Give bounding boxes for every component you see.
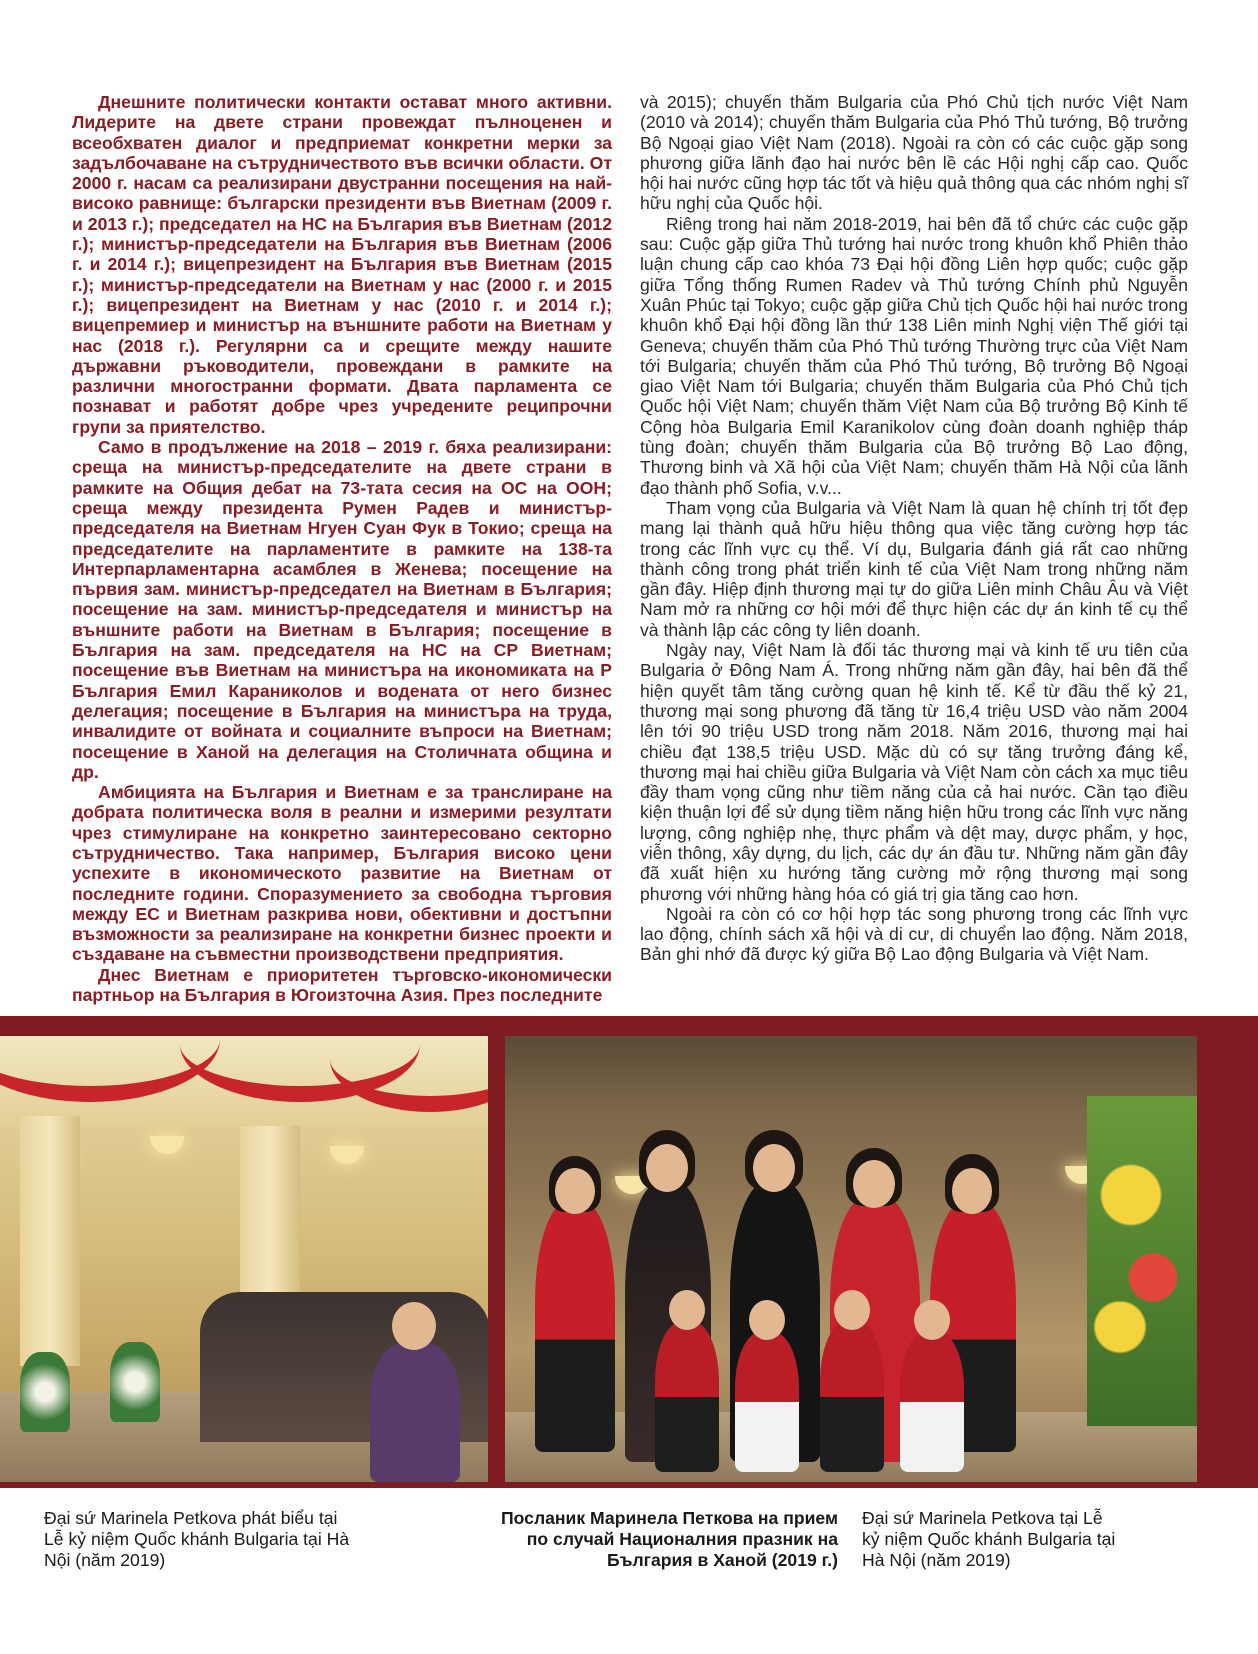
paragraph: Амбицията на България и Виетнам е за транслиране на добрата политическа воля в реални и измерими резултати чрез стимулиране на конкретно заинтересовано секторно сътрудничество. Така например, България високо цени успехите в икономическото развитие на Виетнам от последните години. Споразумението за свободна търговия между ЕС и Виетнам разкрива нови, обективни и достъпни възможности за реализиране на конкретни бизнес проекти и създаване на съвместни производствени предприятия. — [72, 782, 612, 965]
face — [853, 1160, 895, 1208]
guest-head — [392, 1302, 436, 1350]
pillar — [20, 1116, 80, 1366]
face — [952, 1168, 992, 1214]
child-face — [834, 1290, 870, 1330]
photo-caption-left: Đại sứ Marinela Petkova phát biểu tại Lễ kỷ niệm Quốc khánh Bulgaria tại Hà Nội (năm 2019) — [44, 1508, 350, 1570]
child-folk-costume — [655, 1322, 719, 1472]
flower-arrangement — [110, 1342, 160, 1422]
chandelier — [150, 1136, 184, 1154]
vietnamese-text-column — [640, 92, 1188, 965]
guest — [370, 1342, 460, 1482]
paragraph: Ngoài ra còn có cơ hội hợp tác song phương trong các lĩnh vực lao động, chính sách xã hội và di cư, di chuyển lao động. Năm 2018, Bản ghi nhớ đã được ký giữa Bộ Lao động Bulgaria và Việt Nam. — [640, 903, 1188, 965]
paragraph: Tham vọng của Bulgaria và Việt Nam là quan hệ chính trị tốt đẹp mang lại thành quả hữu hiệu thông qua việc tăng cường hợp tác trong các lĩnh vực cụ thể. Ví dụ, Bulgaria đánh giá rất cao những thành công trong phát triển kinh tế của Việt Nam trong những năm gần đây. Hiệp định thương mại tự do giữa Liên minh Châu Âu và Việt Nam mở ra những cơ hội mới để thực hiện các dự án kinh tế cụ thể và thành lập các công ty liên doanh. — [640, 497, 1188, 640]
child-folk-costume — [900, 1332, 964, 1472]
flower-stand — [1087, 1096, 1197, 1426]
chandelier — [330, 1146, 364, 1164]
paragraph: và 2015); chuyến thăm Bulgaria của Phó Chủ tịch nước Việt Nam (2010 và 2014); chuyến thăm Bulgaria của Phó Thủ tướng, Bộ trưởng Bộ Ngoại giao Việt Nam (2018). Ngoài ra còn có các cuộc gặp song phương giữa lãnh đạo hai nước bên lề các Hội nghị cấp cao. Quốc hội hai nước cũng hợp tác tốt và hiệu quả thông qua các nhóm nghị sĩ hữu nghị của Quốc hội. — [640, 92, 1188, 214]
paragraph: Ngày nay, Việt Nam là đối tác thương mại và kinh tế ưu tiên của Bulgaria ở Đông Nam Á. Trong những năm gần đây, hai bên đã thể hiện quyết tâm tăng cường quan hệ kinh tế. Kể từ đầu thế kỷ 21, thương mại song phương đã tăng từ 16,4 triệu USD vào năm 2004 lên tới 90 triệu USD trong năm 2018. Năm 2016, thương mại hai chiều đạt 138,5 triệu USD. Mặc dù có sự tăng trưởng đáng kể, thương mại hai chiều giữa Bulgaria và Việt Nam còn cách xa mục tiêu đầy tham vọng cũng như tiềm năng của cả hai nước. Cần tạo điều kiện thuận lợi để sử dụng tiềm năng hiện hữu trong các lĩnh vực năng lượng, công nghiệp nhẹ, thực phẩm và dệt may, dược phẩm, y học, viễn thông, xây dựng, du lịch, các dự án đầu tư. Những năm gần đây đã xuất hiện xu hướng tăng cường mở rộng thương mại song phương với những hàng hóa có giá trị gia tăng cao hơn. — [640, 640, 1188, 904]
flower-arrangement — [20, 1352, 70, 1432]
face — [555, 1168, 595, 1214]
woman-folk-costume — [535, 1202, 615, 1452]
child-folk-costume — [735, 1332, 799, 1472]
child-face — [914, 1300, 950, 1340]
photo-caption-middle: Посланик Маринела Петкова на прием по случай Националния празник на България в Ханой (2019 г.) — [501, 1508, 838, 1570]
reception-hall-photo — [0, 1036, 488, 1482]
bulgarian-text-column — [72, 92, 612, 1005]
ambassador-group-photo — [505, 1036, 1197, 1482]
child-folk-costume — [820, 1322, 884, 1472]
paragraph: Днешните политически контакти остават много активни. Лидерите на двете страни провеждат пълноценен и всеобхватен диалог и предприемат конкретни мерки за задълбочаване на сътрудничеството във всички области. От 2000 г. насам са реализирани двустранни посещения на най-високо равнище: български президенти във Виетнам (2009 г. и 2013 г.); председател на НС на България във Виетнам (2012 г.); министър-председатели на България във Виетнам (2006 г. и 2014 г.); вицепрезидент на България във Виетнам (2015 г.); министър-председатели на Виетнам у нас (2000 г. и 2015 г.); вицепрезидент на Виетнам у нас (2010 г. и 2014 г.); вицепремиер и министър на външните работи на Виетнам у нас (2018 г.). Регулярни са и срещите между нашите държавни ръководители, провеждани в рамките на различни многостранни формати. Двата парламента се познават и работят добре чрез учредените реципрочни групи за приятелство. — [72, 92, 612, 437]
paragraph: Riêng trong hai năm 2018-2019, hai bên đã tổ chức các cuộc gặp sau: Cuộc gặp giữa Thủ tướng hai nước trong khuôn khổ Phiên thảo luận chung cấp cao khóa 73 Đại hội đồng Liên hợp quốc; cuộc gặp giữa Tổng thống Rumen Radev và Thủ tướng Chính phủ Nguyễn Xuân Phúc tại Tokyo; cuộc gặp giữa Chủ tịch Quốc hội hai nước trong khuôn khổ Đại hội đồng lần thứ 138 Liên minh Nghị viện Thế giới tại Geneva; chuyến thăm của Phó Thủ tướng Thường trực của Việt Nam tới Bulgaria; chuyến thăm của Phó Thủ tướng, Bộ trưởng Bộ Ngoại giao Việt Nam tới Bulgaria; chuyến thăm Bulgaria của Phó Chủ tịch Quốc hội Việt Nam; chuyến thăm Việt Nam của Bộ trưởng Bộ Kinh tế Cộng hòa Bulgaria Emil Karanikolov cùng đoàn doanh nghiệp tháp tùng đoàn; chuyến thăm Bulgaria của Bộ trưởng Bộ Lao động, Thương binh và Xã hội của Việt Nam; chuyến thăm Hà Nội của lãnh đạo thành phố Sofia, v.v... — [640, 213, 1188, 498]
child-face — [749, 1300, 785, 1340]
photo-caption-right: Đại sứ Marinela Petkova tại Lễ kỷ niệm Quốc khánh Bulgaria tại Hà Nội (năm 2019) — [862, 1508, 1116, 1570]
face — [646, 1144, 688, 1192]
face — [753, 1144, 795, 1192]
paragraph: Само в продължение на 2018 – 2019 г. бяха реализирани: среща на министър-председателите на двете страни в рамките на Общия дебат на 73-тата сесия на ОС на ООН; среща между президента Румен Радев и министър-председателя на Виетнам Нгуен Суан Фук в Токио; среща на председателите на парламентите в рамките на 138-та Интерпарламентарна асамблея в Женева; посещение на първия зам. министър-председател на Виетнам в България; посещение на зам. министър-председателя и министър на външните работи на Виетнам в България; посещение в България на зам. председателя на НС на СР Виетнам; посещение във Виетнам на министъра на икономиката на Р България Емил Караниколов и водената от него бизнес делегация; посещение в България на министъра на труда, инвалидите от войната и социалните въпроси на Виетнам; посещение в Ханой на делегация на Столичната община и др. — [72, 437, 612, 782]
paragraph: Днес Виетнам е приоритетен търговско-икономически партньор на България в Югоизточна Азия. През последните — [72, 964, 612, 1006]
child-face — [669, 1290, 705, 1330]
